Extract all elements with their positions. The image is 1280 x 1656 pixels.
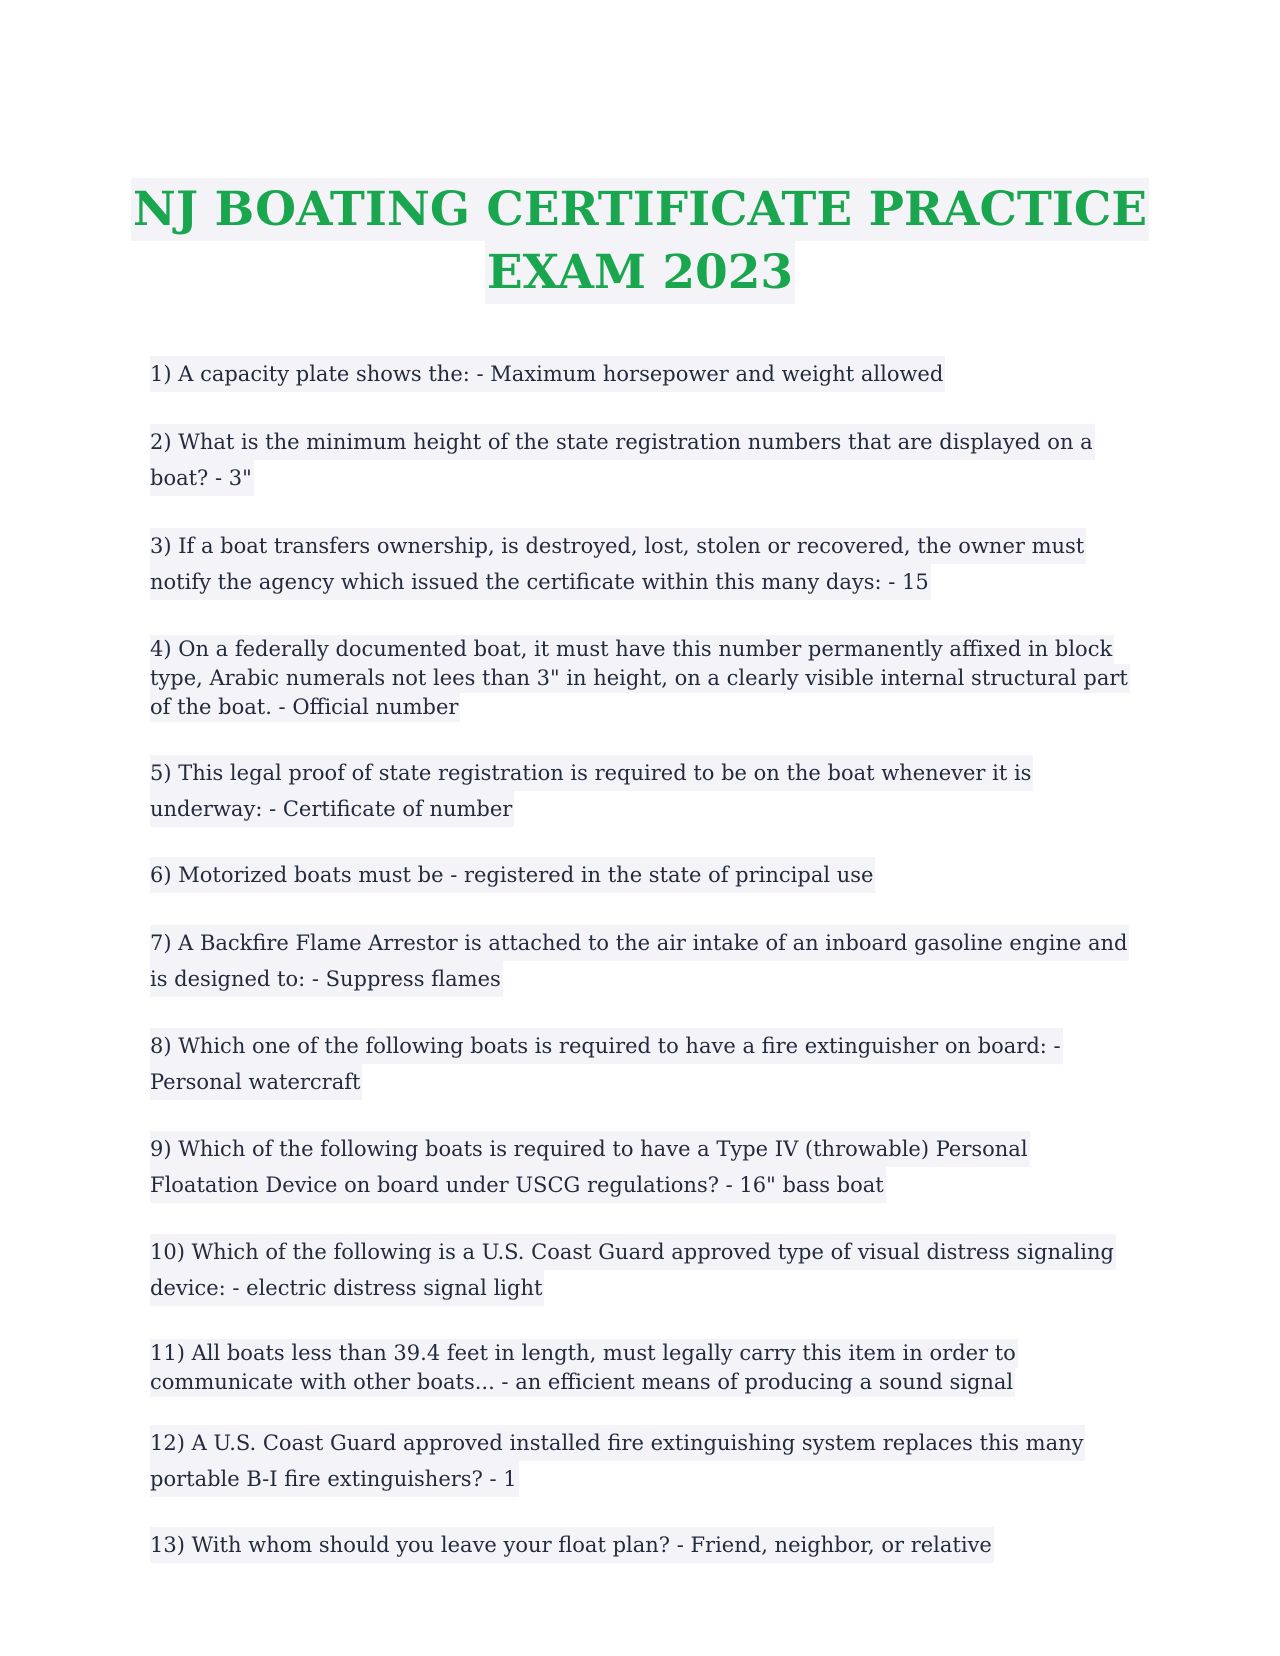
question-line: 9) Which of the following boats is required to have a Type IV (throwable) Personal [150,1131,1030,1167]
question-line: 11) All boats less than 39.4 feet in length, must legally carry this item in order to [150,1339,1018,1368]
question-1 [150,356,945,392]
question-line: device: - electric distress signal light [150,1270,544,1306]
question-4 [150,635,1130,722]
question-line: 1) A capacity plate shows the: - Maximum horsepower and weight allowed [150,356,945,392]
question-line: is designed to: - Suppress flames [150,961,503,997]
question-11 [150,1339,1018,1397]
question-7 [150,925,1129,997]
question-line: communicate with other boats... - an efficient means of producing a sound signal [150,1368,1015,1397]
question-5 [150,755,1033,827]
title-line-1: NJ BOATING CERTIFICATE PRACTICE [131,178,1149,241]
title-line-2: EXAM 2023 [485,241,795,304]
question-10 [150,1234,1116,1306]
question-line: boat? - 3" [150,460,254,496]
question-line: 4) On a federally documented boat, it must have this number permanently affixed in block [150,635,1114,664]
question-line: Personal watercraft [150,1064,362,1100]
question-9 [150,1131,1030,1203]
question-line: 8) Which one of the following boats is required to have a fire extinguisher on board: - [150,1028,1063,1064]
question-line: type, Arabic numerals not lees than 3" in height, on a clearly visible internal structural part [150,664,1130,693]
question-13 [150,1527,994,1563]
question-line: Floatation Device on board under USCG regulations? - 16" bass boat [150,1167,886,1203]
question-8 [150,1028,1063,1100]
question-line: 13) With whom should you leave your float plan? - Friend, neighbor, or relative [150,1527,994,1563]
question-line: 12) A U.S. Coast Guard approved installed fire extinguishing system replaces this many [150,1425,1085,1461]
question-6 [150,857,875,893]
question-line: 2) What is the minimum height of the state registration numbers that are displayed on a [150,424,1095,460]
question-line: 10) Which of the following is a U.S. Coast Guard approved type of visual distress signaling [150,1234,1116,1270]
question-line: 5) This legal proof of state registration is required to be on the boat whenever it is [150,755,1033,791]
question-line: notify the agency which issued the certificate within this many days: - 15 [150,564,931,600]
question-2 [150,424,1095,496]
question-3 [150,528,1086,600]
document-title [0,178,1280,304]
question-line: portable B-I fire extinguishers? - 1 [150,1461,519,1497]
question-line: underway: - Certificate of number [150,791,514,827]
question-line: 6) Motorized boats must be - registered in the state of principal use [150,857,875,893]
question-line: 7) A Backfire Flame Arrestor is attached to the air intake of an inboard gasoline engine and [150,925,1129,961]
question-line: 3) If a boat transfers ownership, is destroyed, lost, stolen or recovered, the owner must [150,528,1086,564]
question-line: of the boat. - Official number [150,693,460,722]
question-12 [150,1425,1085,1497]
